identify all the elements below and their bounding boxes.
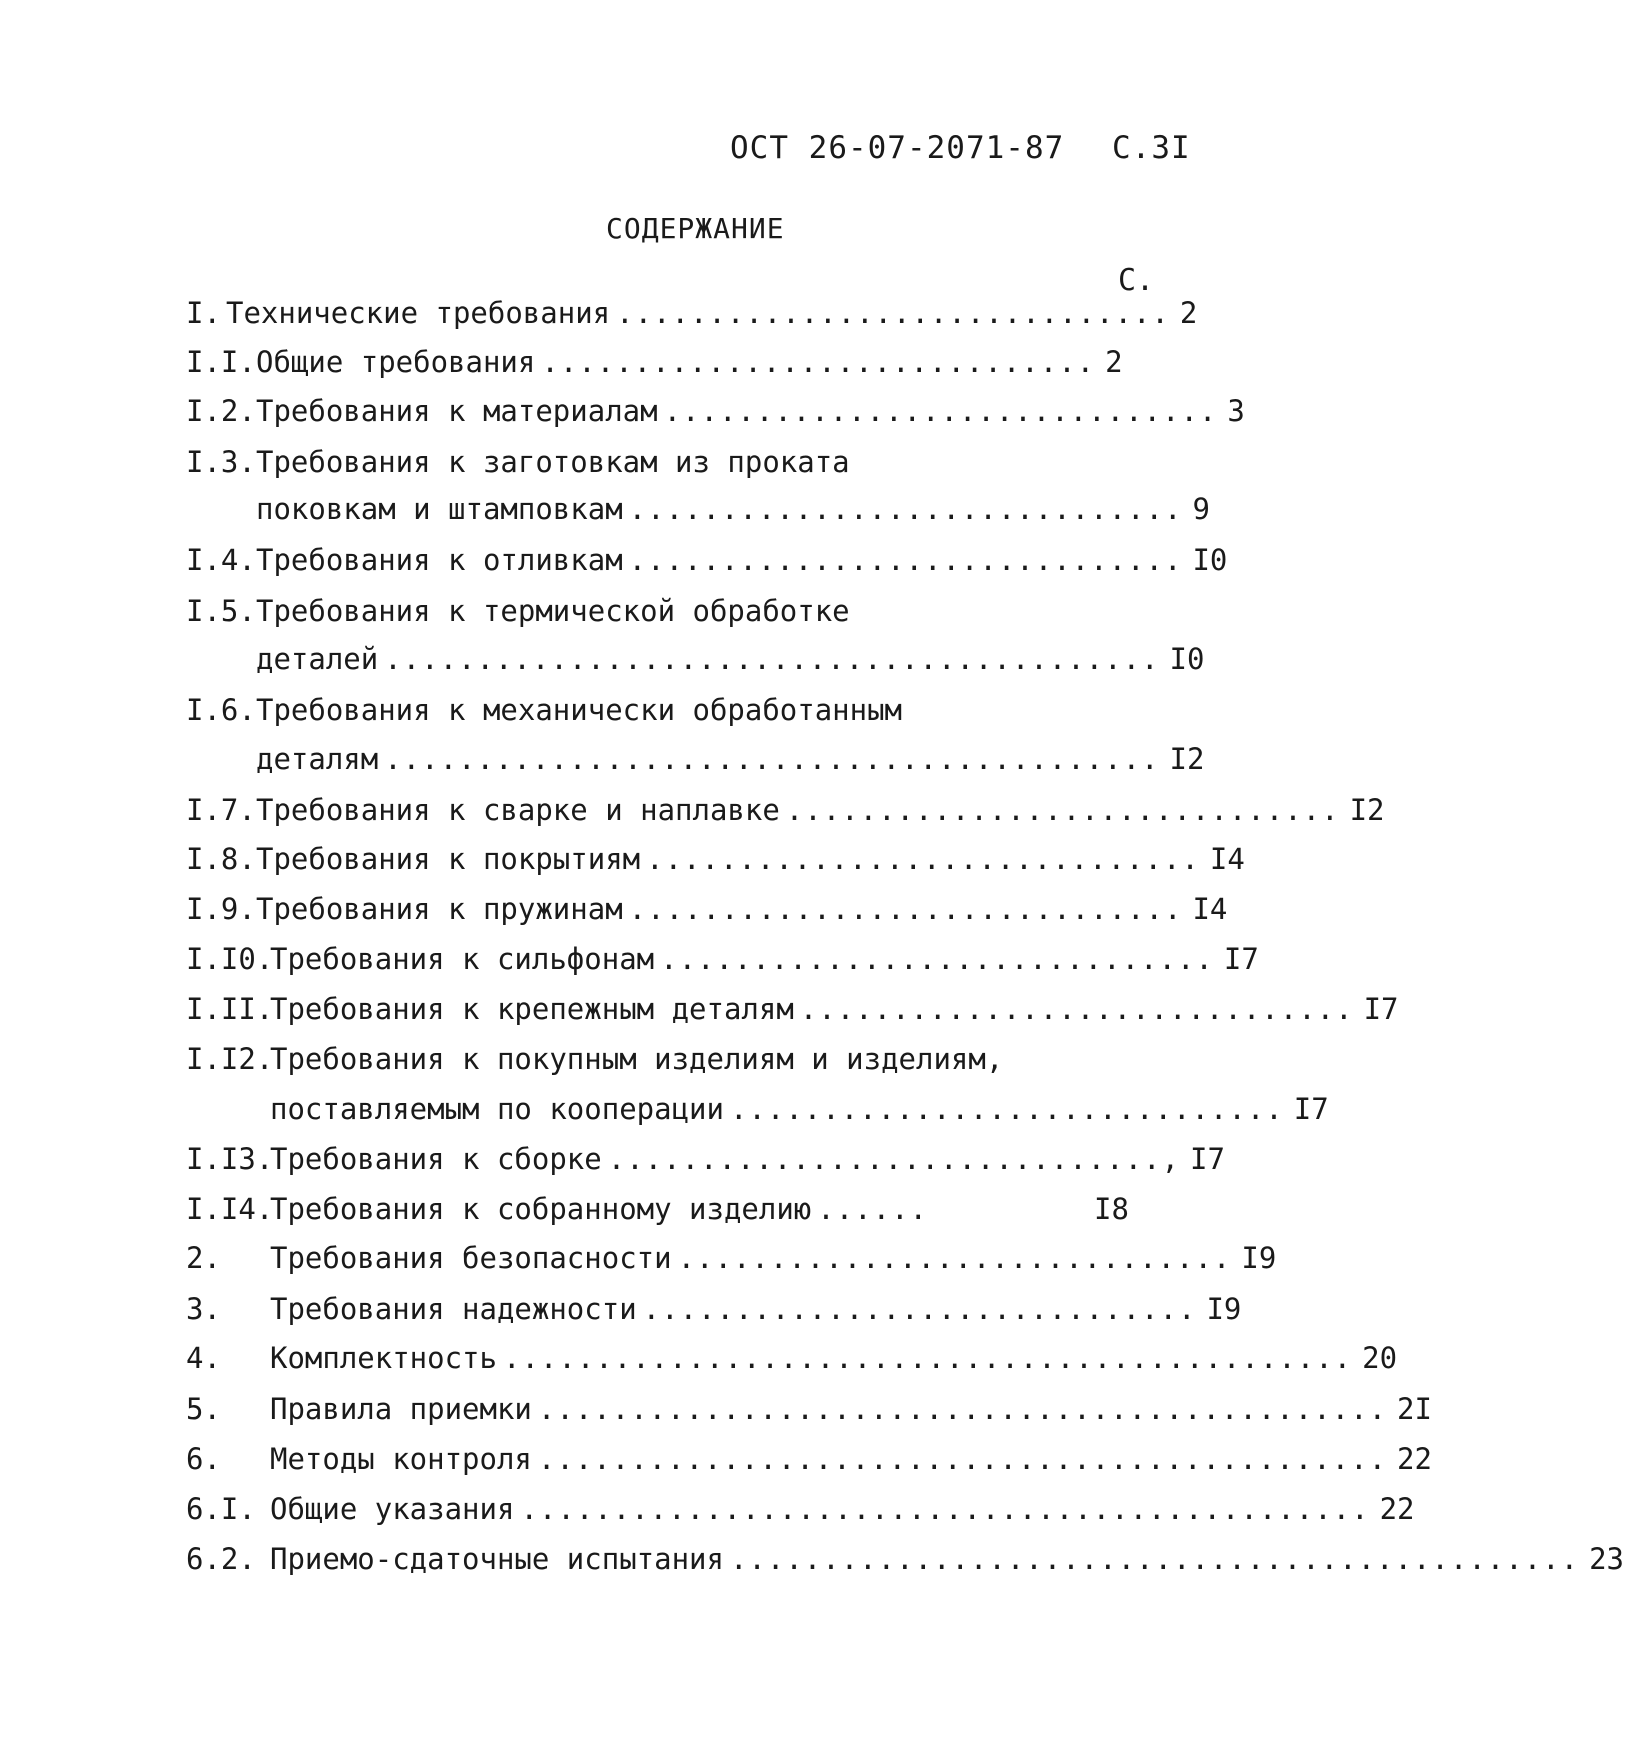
toc-entry-title: Технические требования (226, 296, 611, 330)
toc-entry (186, 337, 1146, 387)
toc-entry (186, 288, 1198, 338)
toc-entry-page: I4 (1209, 842, 1245, 876)
toc-entry-leader: .............................. (541, 345, 1096, 379)
toc-entry (186, 785, 1385, 835)
toc-entry (186, 1434, 1432, 1484)
toc-entry (186, 1233, 1277, 1283)
toc-entry-title: Требования к собранному изделию (270, 1192, 812, 1226)
toc-entry (186, 1084, 1329, 1134)
toc-entry-leader: .............................................. (502, 1341, 1353, 1375)
toc-entry-page: I7 (1293, 1092, 1329, 1126)
toc-entry-leader: .......................................... (384, 642, 1160, 676)
toc-entry-title: Требования безопасности (270, 1241, 672, 1275)
toc-entry (186, 386, 1245, 436)
toc-entry-title: Правила приемки (270, 1392, 532, 1426)
toc-entry-title: Требования к материалам (256, 394, 658, 428)
toc-entry-number: I.I4. (186, 1192, 274, 1226)
toc-entry-number: I.8. (186, 842, 256, 876)
toc-entry (186, 586, 1146, 636)
toc-entry-number: I.9. (186, 892, 256, 926)
toc-entry-leader: .............................. (628, 543, 1183, 577)
toc-entry-leader: .............................................. (537, 1392, 1388, 1426)
toc-entry-number: I.6. (186, 693, 256, 727)
toc-entry-title: Требования к отливкам (256, 543, 623, 577)
toc-entry-leader: .............................. (628, 492, 1183, 526)
toc-entry-page: I7 (1363, 992, 1399, 1026)
toc-entry-title: деталям (256, 742, 379, 776)
toc-entry-title: Требования к механически обработанным (256, 693, 903, 727)
toc-entry-number: I.I. (186, 345, 256, 379)
toc-entry (186, 1284, 1242, 1334)
toc-entry (186, 437, 1146, 487)
toc-entry-title: Требования к пружинам (256, 892, 623, 926)
toc-entry (186, 1034, 1146, 1084)
toc-entry (186, 934, 1259, 984)
toc-entry (186, 535, 1228, 585)
toc-entry-page: I0 (1192, 543, 1228, 577)
toc-entry-number: 6.2. (186, 1542, 256, 1576)
toc-entry-number: 6. (186, 1442, 221, 1476)
toc-entry-title: Требования к крепежным деталям (270, 992, 794, 1026)
toc-entry (186, 1134, 1225, 1184)
toc-entry-number: 4. (186, 1341, 221, 1375)
toc-entry-title: Требования к покрытиям (256, 842, 641, 876)
toc-entry-title: Требования надежности (270, 1292, 637, 1326)
toc-entry-page: 22 (1397, 1442, 1432, 1476)
toc-title: СОДЕРЖАНИЕ (606, 212, 785, 245)
toc-entry-number: 3. (186, 1292, 221, 1326)
toc-entry-number: I.I0. (186, 942, 274, 976)
toc-entry-page: I4 (1192, 892, 1228, 926)
toc-entry-title: Общие указания (270, 1492, 515, 1526)
toc-entry-leader: ...... (817, 1192, 929, 1226)
toc-entry-number: I.II. (186, 992, 274, 1026)
toc-entry-number: 5. (186, 1392, 221, 1426)
toc-entry-leader: .............................. (663, 394, 1218, 428)
toc-entry-leader: .............................. (646, 842, 1200, 876)
toc-entry (186, 1484, 1415, 1534)
toc-entry-leader: .............................................. (537, 1442, 1388, 1476)
toc-entry-number: 6.I. (186, 1492, 256, 1526)
toc-entry-leader: .............................. (616, 296, 1170, 330)
toc-entry-title: поковкам и штамповкам (256, 492, 623, 526)
toc-entry-title: Требования к термической обработке (256, 594, 850, 628)
toc-entry (186, 984, 1399, 1034)
toc-entry-leader: .............................. (628, 892, 1183, 926)
toc-entry-leader: .............................................. (729, 1542, 1580, 1576)
toc-entry-number: I.7. (186, 793, 256, 827)
toc-entry-leader: .............................. (729, 1092, 1284, 1126)
toc-entry-page: 23 (1589, 1542, 1625, 1576)
toc-entry-leader: .............................. (785, 793, 1340, 827)
toc-entry-page: I8 (1094, 1192, 1129, 1226)
toc-entry (186, 1384, 1432, 1434)
toc-entry (186, 484, 1210, 534)
toc-entry-title: поставляемым по кооперации (270, 1092, 724, 1126)
toc-entry-page: I9 (1206, 1292, 1242, 1326)
toc-entry-page: 2 (1179, 296, 1198, 330)
toc-entry-title: деталей (256, 642, 379, 676)
toc-entry-page: 2 (1105, 345, 1123, 379)
toc-entry-leader: .............................. (660, 942, 1214, 976)
toc-entry (186, 1534, 1625, 1584)
toc-entry (186, 685, 1146, 735)
toc-entry (186, 1184, 1146, 1234)
toc-entry (186, 1333, 1398, 1383)
toc-entry-page: 22 (1379, 1492, 1415, 1526)
toc-entry-leader: .............................. (642, 1292, 1197, 1326)
toc-entry-title: Требования к сварке и наплавке (256, 793, 780, 827)
toc-entry-leader: .............................. (677, 1241, 1232, 1275)
toc-entry-title: Требования к покупным изделиям и изделиям, (270, 1042, 1004, 1076)
toc-entry-title: Требования к заготовкам из проката (256, 445, 850, 479)
toc-entry-leader: .............................. (799, 992, 1354, 1026)
toc-entry-leader: .......................................... (384, 742, 1160, 776)
toc-entry-page: 9 (1192, 492, 1210, 526)
toc-entry-number: I. (186, 296, 221, 330)
toc-entry-number: 2. (186, 1241, 221, 1275)
toc-entry-page: I9 (1241, 1241, 1277, 1275)
toc-entry-number: I.2. (186, 394, 256, 428)
toc-entry-page: I7 (1189, 1142, 1225, 1176)
toc-entry-number: I.3. (186, 445, 256, 479)
toc-entry-page: 20 (1362, 1341, 1398, 1375)
toc-entry-title: Требования к сборке (270, 1142, 602, 1176)
toc-entry-title: Требования к сильфонам (270, 942, 655, 976)
toc-entry-page: I2 (1349, 793, 1385, 827)
toc-entry-leader: .............................................. (520, 1492, 1370, 1526)
page-column-label: С. (1118, 263, 1155, 298)
toc-entry-number: I.4. (186, 543, 256, 577)
document-code: ОСТ 26-07-2071-87 (730, 130, 1065, 166)
toc-entry-page: 2I (1397, 1392, 1432, 1426)
toc-entry-page: I2 (1169, 742, 1205, 776)
toc-entry-number: I.5. (186, 594, 256, 628)
toc-entry-title: Методы контроля (270, 1442, 532, 1476)
toc-entry (186, 884, 1228, 934)
toc-entry-page: I7 (1223, 942, 1259, 976)
toc-entry (186, 634, 1205, 684)
toc-entry-page: 3 (1227, 394, 1245, 428)
page-number: С.3I (1112, 130, 1191, 166)
toc-entry-leader: .............................., (607, 1142, 1180, 1176)
toc-entry-title: Приемо-сдаточные испытания (270, 1542, 724, 1576)
toc-entry-title: Общие требования (256, 345, 536, 379)
toc-entry (186, 834, 1245, 884)
toc-entry-page: I0 (1169, 642, 1205, 676)
toc-entry-number: I.I3. (186, 1142, 274, 1176)
toc-entry (186, 734, 1205, 784)
toc-entry-number: I.I2. (186, 1042, 274, 1076)
toc-entry-title: Комплектность (270, 1341, 497, 1375)
